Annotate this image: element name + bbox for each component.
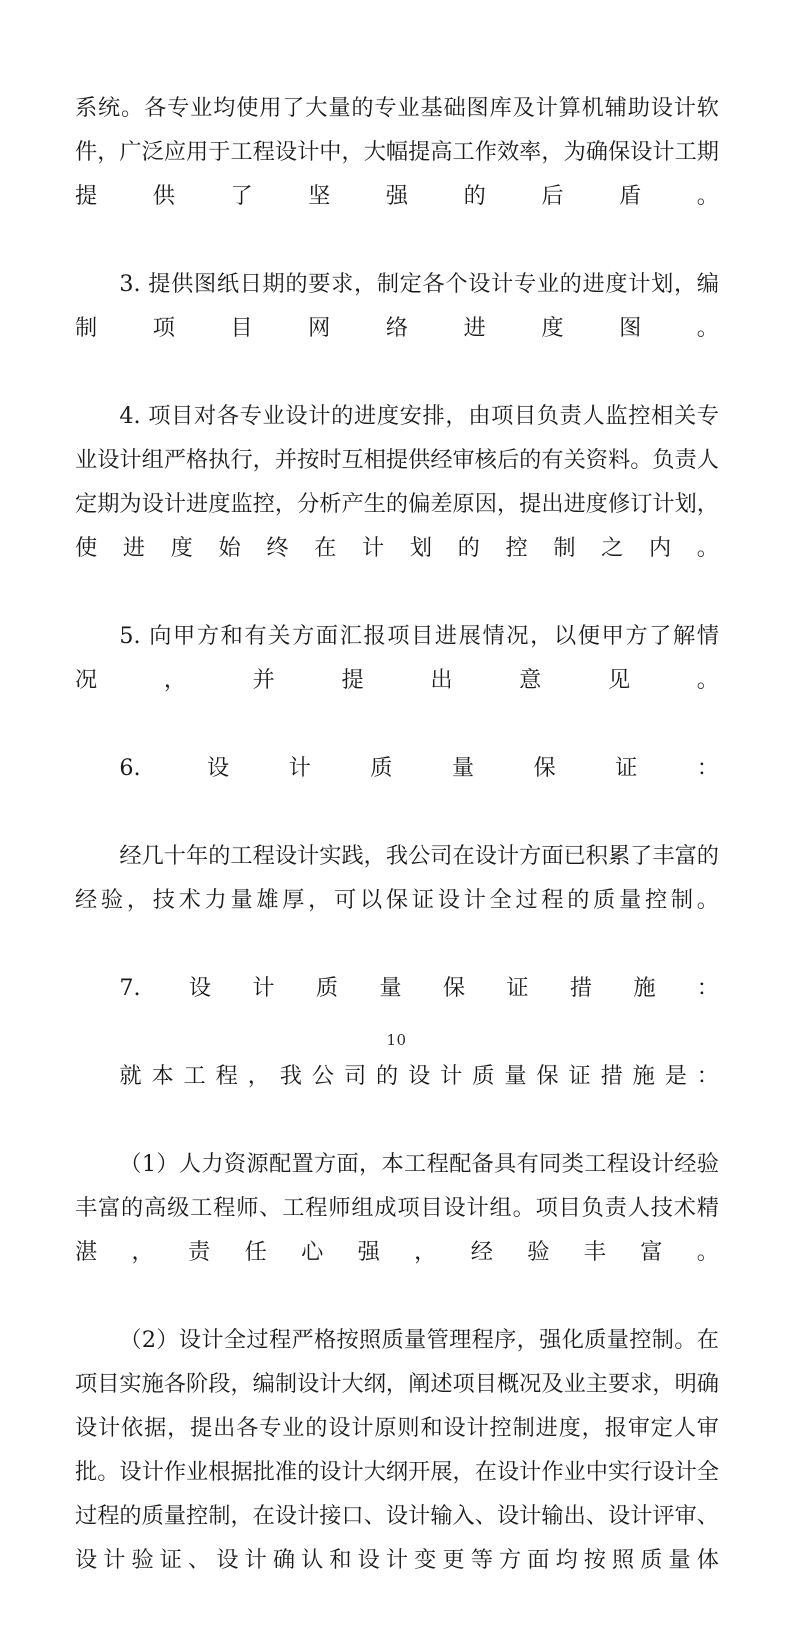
document-text-body [75,86,719,1626]
paragraph-item-4: 4. 项目对各专业设计的进度安排，由项目负责人监控相关专业设计组严格执行，并按时互相提供经审核后的有关资料。负责人定期为设计进度监控，分析产生的偏差原因，提出进度修订计划，使进度始终在计划的控制之内。 [75,403,719,561]
paragraph-item-6-body: 经几十年的工程设计实践，我公司在设计方面已积累了丰富的经验，技术力量雄厚，可以保证设计全过程的质量控制。 [75,843,719,913]
paragraph-item-5: 5. 向甲方和有关方面汇报项目进展情况，以便甲方了解情况，并提出意见。 [75,623,719,693]
paragraph-sub-item-1: （1）人力资源配置方面，本工程配备具有同类工程设计经验丰富的高级工程师、工程师组成项目设计组。项目负责人技术精湛，责任心强，经验丰富。 [75,1151,719,1265]
paragraph-item-7-intro: 就本工程，我公司的设计质量保证措施是： [119,1063,719,1089]
paragraph-continued-systems: 系统。各专业均使用了大量的专业基础图库及计算机辅助设计软件，广泛应用于工程设计中，大幅提高工作效率，为确保设计工期提供了坚强的后盾。 [75,95,719,209]
page-footer [0,1030,793,1050]
paragraph-item-3: 3. 提供图纸日期的要求，制定各个设计专业的进度计划，编制项目网络进度图。 [75,271,719,341]
paragraph-item-7-heading: 7. 设计质量保证措施： [119,975,719,1001]
page-number: 10 [386,1031,407,1049]
paragraph-item-6-heading: 6. 设计质量保证： [119,755,719,781]
paragraph-sub-item-2: （2）设计全过程严格按照质量管理程序，强化质量控制。在项目实施各阶段，编制设计大纲，阐述项目概况及业主要求，明确设计依据，提出各专业的设计原则和设计控制进度，报审定人审批。设计作业根据批准的设计大纲开展，在设计作业中实行设计全过程的质量控制，在设计接口、设计输入、设计输出、设计评审、设计验证、设计确认和设计变更等方面均按照质量体 [75,1327,719,1573]
